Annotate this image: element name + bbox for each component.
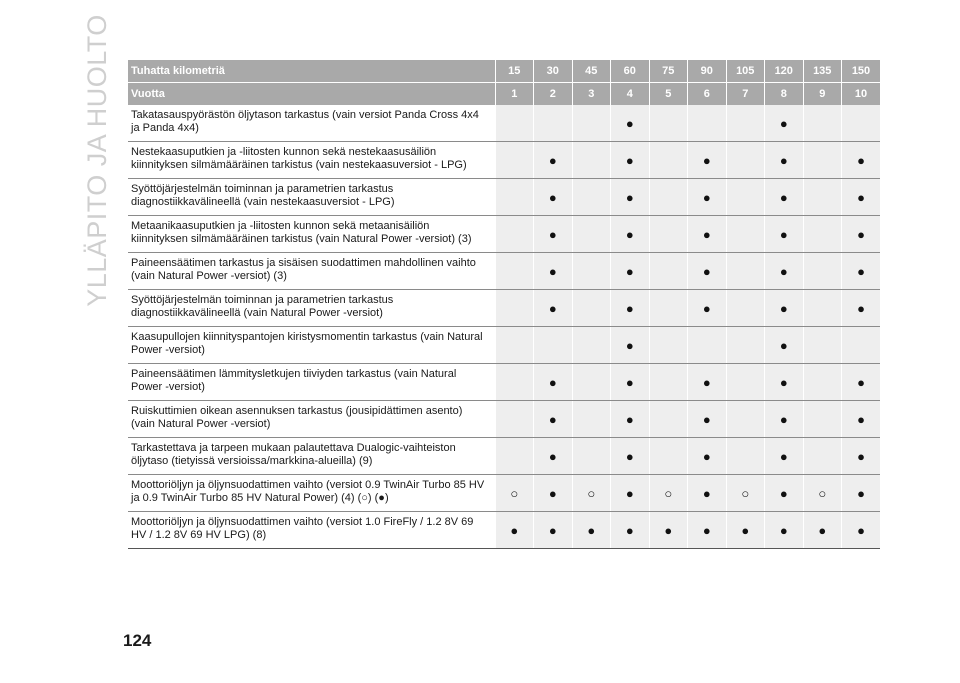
interval-mark-cell: ● bbox=[765, 512, 804, 549]
interval-mark-cell bbox=[649, 327, 688, 364]
interval-mark-cell: ● bbox=[688, 438, 727, 475]
header-km-value: 60 bbox=[611, 60, 650, 83]
interval-mark-cell bbox=[803, 142, 842, 179]
task-description: Paineensäätimen tarkastus ja sisäisen suodattimen mahdollinen vaihto (vain Natural Power -versiot) (3) bbox=[128, 253, 495, 290]
interval-mark-cell: ● bbox=[611, 179, 650, 216]
interval-mark-cell: ● bbox=[534, 216, 573, 253]
interval-mark-cell: ● bbox=[534, 475, 573, 512]
interval-mark-cell: ● bbox=[803, 512, 842, 549]
interval-mark-cell: ● bbox=[765, 475, 804, 512]
interval-mark-cell: ● bbox=[534, 512, 573, 549]
interval-mark-cell bbox=[726, 216, 765, 253]
header-year-value: 7 bbox=[726, 83, 765, 106]
table-row bbox=[128, 364, 880, 401]
interval-mark-cell bbox=[726, 105, 765, 142]
task-description: Ruiskuttimien oikean asennuksen tarkastus (jousipidättimen asento) (vain Natural Power -versiot) bbox=[128, 401, 495, 438]
interval-mark-cell: ● bbox=[611, 327, 650, 364]
interval-mark-cell bbox=[803, 438, 842, 475]
interval-mark-cell: ● bbox=[688, 253, 727, 290]
interval-mark-cell bbox=[842, 327, 881, 364]
task-description: Syöttöjärjestelmän toiminnan ja parametrien tarkastus diagnostiikkavälineellä (vain nestekaasuversiot - LPG) bbox=[128, 179, 495, 216]
interval-mark-cell bbox=[726, 401, 765, 438]
header-year-value: 8 bbox=[765, 83, 804, 106]
interval-mark-cell: ● bbox=[611, 401, 650, 438]
interval-mark-cell bbox=[572, 142, 611, 179]
interval-mark-cell: ● bbox=[688, 216, 727, 253]
table-row bbox=[128, 179, 880, 216]
interval-mark-cell bbox=[534, 327, 573, 364]
interval-mark-cell: ● bbox=[534, 401, 573, 438]
interval-mark-cell: ○ bbox=[572, 475, 611, 512]
header-year-value: 2 bbox=[534, 83, 573, 106]
page-number: 124 bbox=[123, 631, 152, 650]
interval-mark-cell: ● bbox=[688, 475, 727, 512]
header-km-value: 120 bbox=[765, 60, 804, 83]
header-km-value: 15 bbox=[495, 60, 534, 83]
header-row-years bbox=[128, 83, 880, 106]
interval-mark-cell bbox=[726, 438, 765, 475]
header-km-value: 150 bbox=[842, 60, 881, 83]
header-km-value: 30 bbox=[534, 60, 573, 83]
interval-mark-cell: ● bbox=[611, 438, 650, 475]
interval-mark-cell: ● bbox=[649, 512, 688, 549]
task-description: Syöttöjärjestelmän toiminnan ja parametrien tarkastus diagnostiikkavälineellä (vain Natural Power -versiot) bbox=[128, 290, 495, 327]
interval-mark-cell: ● bbox=[842, 512, 881, 549]
header-label-years: Vuotta bbox=[128, 83, 495, 106]
interval-mark-cell: ● bbox=[842, 401, 881, 438]
interval-mark-cell: ● bbox=[765, 253, 804, 290]
interval-mark-cell: ● bbox=[765, 105, 804, 142]
interval-mark-cell: ● bbox=[765, 401, 804, 438]
table-row bbox=[128, 512, 880, 549]
interval-mark-cell: ● bbox=[534, 142, 573, 179]
interval-mark-cell: ● bbox=[611, 216, 650, 253]
interval-mark-cell: ○ bbox=[726, 475, 765, 512]
header-year-value: 3 bbox=[572, 83, 611, 106]
interval-mark-cell bbox=[495, 364, 534, 401]
task-description: Kaasupullojen kiinnityspantojen kiristysmomentin tarkastus (vain Natural Power -versiot) bbox=[128, 327, 495, 364]
header-km-value: 105 bbox=[726, 60, 765, 83]
interval-mark-cell bbox=[726, 290, 765, 327]
interval-mark-cell bbox=[726, 253, 765, 290]
interval-mark-cell: ● bbox=[611, 105, 650, 142]
interval-mark-cell: ● bbox=[842, 364, 881, 401]
interval-mark-cell bbox=[688, 105, 727, 142]
interval-mark-cell: ● bbox=[842, 475, 881, 512]
interval-mark-cell: ● bbox=[765, 364, 804, 401]
interval-mark-cell bbox=[572, 327, 611, 364]
interval-mark-cell bbox=[572, 364, 611, 401]
maintenance-schedule-table bbox=[128, 60, 880, 549]
interval-mark-cell: ○ bbox=[649, 475, 688, 512]
interval-mark-cell bbox=[495, 105, 534, 142]
interval-mark-cell: ● bbox=[765, 438, 804, 475]
interval-mark-cell bbox=[726, 179, 765, 216]
interval-mark-cell: ● bbox=[688, 364, 727, 401]
interval-mark-cell bbox=[688, 327, 727, 364]
interval-mark-cell bbox=[495, 179, 534, 216]
interval-mark-cell: ● bbox=[688, 179, 727, 216]
interval-mark-cell bbox=[649, 401, 688, 438]
interval-mark-cell bbox=[803, 364, 842, 401]
header-year-value: 9 bbox=[803, 83, 842, 106]
header-km-value: 75 bbox=[649, 60, 688, 83]
interval-mark-cell bbox=[803, 401, 842, 438]
interval-mark-cell bbox=[803, 253, 842, 290]
header-year-value: 10 bbox=[842, 83, 881, 106]
table-header bbox=[128, 60, 880, 105]
task-description: Moottoriöljyn ja öljynsuodattimen vaihto (versiot 1.0 FireFly / 1.2 8V 69 HV / 1.2 8V 69 HV LPG) (8) bbox=[128, 512, 495, 549]
interval-mark-cell: ● bbox=[688, 142, 727, 179]
table-row bbox=[128, 327, 880, 364]
task-description: Paineensäätimen lämmitysletkujen tiiviyden tarkastus (vain Natural Power -versiot) bbox=[128, 364, 495, 401]
interval-mark-cell bbox=[572, 216, 611, 253]
header-km-value: 45 bbox=[572, 60, 611, 83]
header-year-value: 4 bbox=[611, 83, 650, 106]
section-side-title bbox=[81, 13, 112, 307]
interval-mark-cell: ● bbox=[842, 438, 881, 475]
interval-mark-cell: ● bbox=[765, 179, 804, 216]
task-description: Nestekaasuputkien ja -liitosten kunnon sekä nestekaasusäiliön kiinnityksen silmämääräinen tarkistus (vain nestekaasuversiot - LPG) bbox=[128, 142, 495, 179]
maintenance-schedule-table-container bbox=[128, 60, 880, 549]
header-row-kilometers bbox=[128, 60, 880, 83]
interval-mark-cell: ● bbox=[534, 290, 573, 327]
interval-mark-cell: ○ bbox=[495, 475, 534, 512]
interval-mark-cell: ● bbox=[765, 327, 804, 364]
interval-mark-cell bbox=[572, 253, 611, 290]
interval-mark-cell bbox=[572, 290, 611, 327]
table-row bbox=[128, 253, 880, 290]
interval-mark-cell bbox=[649, 364, 688, 401]
interval-mark-cell: ● bbox=[534, 364, 573, 401]
task-description: Takatasauspyörästön öljytason tarkastus (vain versiot Panda Cross 4x4 ja Panda 4x4) bbox=[128, 105, 495, 142]
table-row bbox=[128, 290, 880, 327]
header-km-value: 135 bbox=[803, 60, 842, 83]
interval-mark-cell: ● bbox=[611, 142, 650, 179]
interval-mark-cell: ● bbox=[534, 253, 573, 290]
header-km-value: 90 bbox=[688, 60, 727, 83]
interval-mark-cell: ● bbox=[842, 142, 881, 179]
task-description: Tarkastettava ja tarpeen mukaan palautettava Dualogic-vaihteiston öljytaso (tietyissä versioissa/markkina-alueilla) (9) bbox=[128, 438, 495, 475]
interval-mark-cell bbox=[572, 105, 611, 142]
table-row bbox=[128, 401, 880, 438]
interval-mark-cell bbox=[572, 401, 611, 438]
interval-mark-cell bbox=[572, 179, 611, 216]
header-label-kilometers: Tuhatta kilometriä bbox=[128, 60, 495, 83]
interval-mark-cell bbox=[495, 327, 534, 364]
interval-mark-cell: ● bbox=[842, 216, 881, 253]
task-description: Metaanikaasuputkien ja -liitosten kunnon sekä metaanisäiliön kiinnityksen silmämääräinen tarkistus (vain Natural Power -versiot) (3) bbox=[128, 216, 495, 253]
header-year-value: 6 bbox=[688, 83, 727, 106]
interval-mark-cell bbox=[534, 105, 573, 142]
interval-mark-cell: ○ bbox=[803, 475, 842, 512]
header-year-value: 1 bbox=[495, 83, 534, 106]
interval-mark-cell bbox=[842, 105, 881, 142]
interval-mark-cell: ● bbox=[572, 512, 611, 549]
table-row bbox=[128, 438, 880, 475]
interval-mark-cell: ● bbox=[534, 438, 573, 475]
task-description: Moottoriöljyn ja öljynsuodattimen vaihto (versiot 0.9 TwinAir Turbo 85 HV ja 0.9 TwinAir Turbo 85 HV Natural Power) (4) (○) (●) bbox=[128, 475, 495, 512]
interval-mark-cell: ● bbox=[842, 179, 881, 216]
interval-mark-cell: ● bbox=[765, 216, 804, 253]
interval-mark-cell bbox=[649, 438, 688, 475]
interval-mark-cell: ● bbox=[611, 364, 650, 401]
interval-mark-cell bbox=[495, 216, 534, 253]
interval-mark-cell: ● bbox=[726, 512, 765, 549]
interval-mark-cell bbox=[726, 327, 765, 364]
interval-mark-cell bbox=[649, 105, 688, 142]
interval-mark-cell: ● bbox=[765, 290, 804, 327]
interval-mark-cell bbox=[803, 105, 842, 142]
interval-mark-cell bbox=[803, 179, 842, 216]
interval-mark-cell bbox=[495, 142, 534, 179]
interval-mark-cell bbox=[495, 438, 534, 475]
interval-mark-cell bbox=[726, 364, 765, 401]
interval-mark-cell bbox=[649, 253, 688, 290]
table-body bbox=[128, 105, 880, 549]
interval-mark-cell bbox=[649, 216, 688, 253]
interval-mark-cell bbox=[803, 290, 842, 327]
interval-mark-cell bbox=[649, 142, 688, 179]
interval-mark-cell: ● bbox=[842, 253, 881, 290]
interval-mark-cell: ● bbox=[688, 512, 727, 549]
interval-mark-cell bbox=[495, 253, 534, 290]
interval-mark-cell: ● bbox=[842, 290, 881, 327]
table-row bbox=[128, 105, 880, 142]
interval-mark-cell: ● bbox=[611, 253, 650, 290]
table-row bbox=[128, 142, 880, 179]
interval-mark-cell bbox=[726, 142, 765, 179]
interval-mark-cell bbox=[495, 290, 534, 327]
interval-mark-cell bbox=[803, 327, 842, 364]
header-year-value: 5 bbox=[649, 83, 688, 106]
interval-mark-cell bbox=[649, 290, 688, 327]
interval-mark-cell: ● bbox=[688, 401, 727, 438]
interval-mark-cell bbox=[649, 179, 688, 216]
interval-mark-cell: ● bbox=[611, 290, 650, 327]
section-side-title-text: YLLÄPITO JA HUOLTO bbox=[81, 13, 112, 307]
interval-mark-cell: ● bbox=[765, 142, 804, 179]
table-row bbox=[128, 216, 880, 253]
table-row bbox=[128, 475, 880, 512]
interval-mark-cell bbox=[572, 438, 611, 475]
interval-mark-cell: ● bbox=[495, 512, 534, 549]
interval-mark-cell bbox=[803, 216, 842, 253]
interval-mark-cell: ● bbox=[534, 179, 573, 216]
interval-mark-cell: ● bbox=[611, 512, 650, 549]
interval-mark-cell: ● bbox=[611, 475, 650, 512]
interval-mark-cell bbox=[495, 401, 534, 438]
interval-mark-cell: ● bbox=[688, 290, 727, 327]
